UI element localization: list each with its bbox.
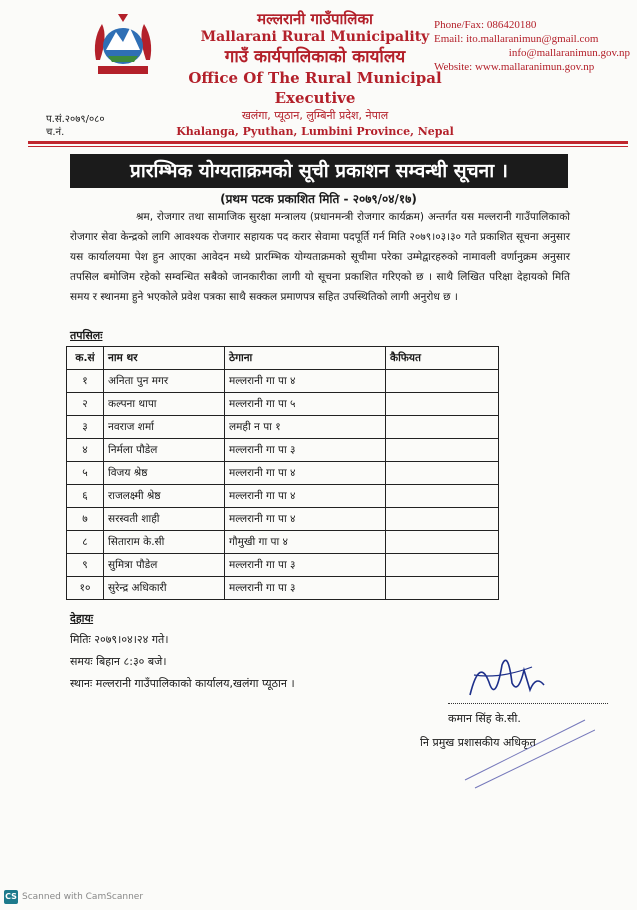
cell-sn: ३ — [67, 416, 104, 439]
nepal-emblem-icon — [88, 10, 158, 80]
website: Website: www.mallaranimun.gov.np — [434, 61, 595, 73]
cell-remarks — [386, 577, 499, 600]
table-row — [67, 370, 499, 393]
table-row — [67, 462, 499, 485]
dispatch-number: च.नं. — [46, 127, 65, 138]
header-remarks: कैफियत — [386, 347, 499, 370]
email-secondary: info@mallaranimun.gov.np — [508, 47, 630, 59]
cell-sn: ८ — [67, 531, 104, 554]
cell-sn: १ — [67, 370, 104, 393]
cell-remarks — [386, 462, 499, 485]
cell-address: गौमुखी गा पा ४ — [225, 531, 386, 554]
header-address: ठेगाना — [225, 347, 386, 370]
cell-name: सुमित्रा पौडेल — [104, 554, 225, 577]
cell-sn: ४ — [67, 439, 104, 462]
cell-remarks — [386, 393, 499, 416]
address-en: Khalanga, Pyuthan, Lumbini Province, Nepal — [176, 125, 454, 138]
cell-remarks — [386, 439, 499, 462]
cell-name: निर्मला पौडेल — [104, 439, 225, 462]
cell-sn: ६ — [67, 485, 104, 508]
cell-sn: १० — [67, 577, 104, 600]
cell-name: सरस्वती शाही — [104, 508, 225, 531]
table-row — [67, 554, 499, 577]
notice-title: प्रारम्भिक योग्यताक्रमको सूची प्रकाशन सम्वन्धी सूचना । — [70, 154, 568, 188]
details-label: देहायः — [70, 612, 94, 625]
notice-subtitle: (प्रथम पटक प्रकाशित मिति - २०७९/०४/१७) — [220, 192, 417, 206]
municipality-name-en: Mallarani Rural Municipality — [200, 29, 430, 45]
cell-remarks — [386, 485, 499, 508]
exam-date: मितिः २०७९।०४।२४ गते। — [70, 633, 169, 646]
table-row — [67, 485, 499, 508]
scanner-watermark — [4, 890, 143, 904]
header-sn: क.सं — [67, 347, 104, 370]
cell-name: नवराज शर्मा — [104, 416, 225, 439]
cell-address: मल्लरानी गा पा ४ — [225, 370, 386, 393]
address-np: खलंगा, प्यूठान, लुम्बिनी प्रदेश, नेपाल — [241, 109, 389, 122]
table-row — [67, 577, 499, 600]
cell-address: मल्लरानी गा पा ३ — [225, 439, 386, 462]
table-row — [67, 416, 499, 439]
cell-sn: ७ — [67, 508, 104, 531]
cell-address: मल्लरानी गा पा ५ — [225, 393, 386, 416]
cell-name: सुरेन्द्र अधिकारी — [104, 577, 225, 600]
office-name-np: गाउँ कार्यपालिकाको कार्यालय — [224, 47, 406, 67]
candidate-table — [66, 346, 499, 600]
header-divider-thin — [28, 146, 628, 147]
table-row — [67, 393, 499, 416]
cell-remarks — [386, 531, 499, 554]
email-primary: Email: ito.mallaranimun@gmail.com — [434, 33, 599, 45]
table-header-row — [67, 347, 499, 370]
exam-place: स्थानः मल्लरानी गाउँपालिकाको कार्यालय,खलंगा प्यूठान । — [70, 677, 295, 690]
cell-remarks — [386, 416, 499, 439]
cell-name: कल्पना थापा — [104, 393, 225, 416]
schedule-label: तपसिलः — [70, 329, 103, 342]
signatory-role: नि प्रमुख प्रशासकीय अधिकृत — [420, 736, 536, 749]
notice-body: श्रम, रोजगार तथा सामाजिक सुरक्षा मन्त्रालय (प्रधानमन्त्री रोजगार कार्यक्रम) अन्तर्गत यस मल्लरानी गाउँपालिकाको रोजगार सेवा केन्द्रको लागि आवश्यक रोजगार सहायक पद करार सेवामा पदपूर्ति गर्न मिति २०७९।०३।३० गते प्रकाशित सूचना अनुसार यस कार्यालयमा पेश हुन आएका आवेदन मध्ये प्रारम्भिक योग्यताक्रमको सूचीमा परेका उम्मेद्वारहरुको नामावली वर्णानुक्रम अनुसार तपसिल बमोजिम रहेको सम्वन्धित सबैको जानकारीका लागी यो सूचना प्रकाशित गरिएको छ । साथै लिखित परिक्षा देहायको मिति समय र स्थानमा हुने भएकोले प्रवेश पत्रका साथै सक्कल प्रमाणपत्र सहित उपस्थितिको लागी अनुरोध छ । — [70, 211, 570, 303]
cell-name: राजलक्ष्मी श्रेष्ठ — [104, 485, 225, 508]
cell-name: अनिता पुन मगर — [104, 370, 225, 393]
reference-number: प.सं.२०७९/०८० — [46, 114, 105, 125]
office-name-en: Office Of The Rural Municipal Executive — [188, 69, 442, 107]
signatory-name: कमान सिंह के.सी. — [448, 712, 521, 725]
cell-name: सिताराम के.सी — [104, 531, 225, 554]
cell-address: मल्लरानी गा पा ३ — [225, 577, 386, 600]
cell-sn: ९ — [67, 554, 104, 577]
cell-address: मल्लरानी गा पा ४ — [225, 462, 386, 485]
table-row — [67, 439, 499, 462]
header-name: नाम थर — [104, 347, 225, 370]
cell-address: लमही न पा १ — [225, 416, 386, 439]
table-row — [67, 508, 499, 531]
cell-remarks — [386, 370, 499, 393]
cell-address: मल्लरानी गा पा ३ — [225, 554, 386, 577]
cell-name: विजय श्रेष्ठ — [104, 462, 225, 485]
cell-address: मल्लरानी गा पा ४ — [225, 508, 386, 531]
phone-fax: Phone/Fax: 086420180 — [434, 19, 537, 31]
cell-sn: ५ — [67, 462, 104, 485]
scanner-text: Scanned with CamScanner — [22, 892, 144, 902]
cell-sn: २ — [67, 393, 104, 416]
cell-address: मल्लरानी गा पा ४ — [225, 485, 386, 508]
handwritten-signature — [460, 645, 550, 705]
cell-remarks — [386, 508, 499, 531]
cell-remarks — [386, 554, 499, 577]
signature-line — [448, 703, 608, 704]
municipality-name-np: मल्लरानी गाउँपालिका — [257, 10, 373, 28]
camscanner-icon: CS — [4, 890, 18, 904]
exam-time: समयः बिहान ८:३० बजे। — [70, 655, 167, 668]
header-divider — [28, 141, 628, 144]
table-row — [67, 531, 499, 554]
